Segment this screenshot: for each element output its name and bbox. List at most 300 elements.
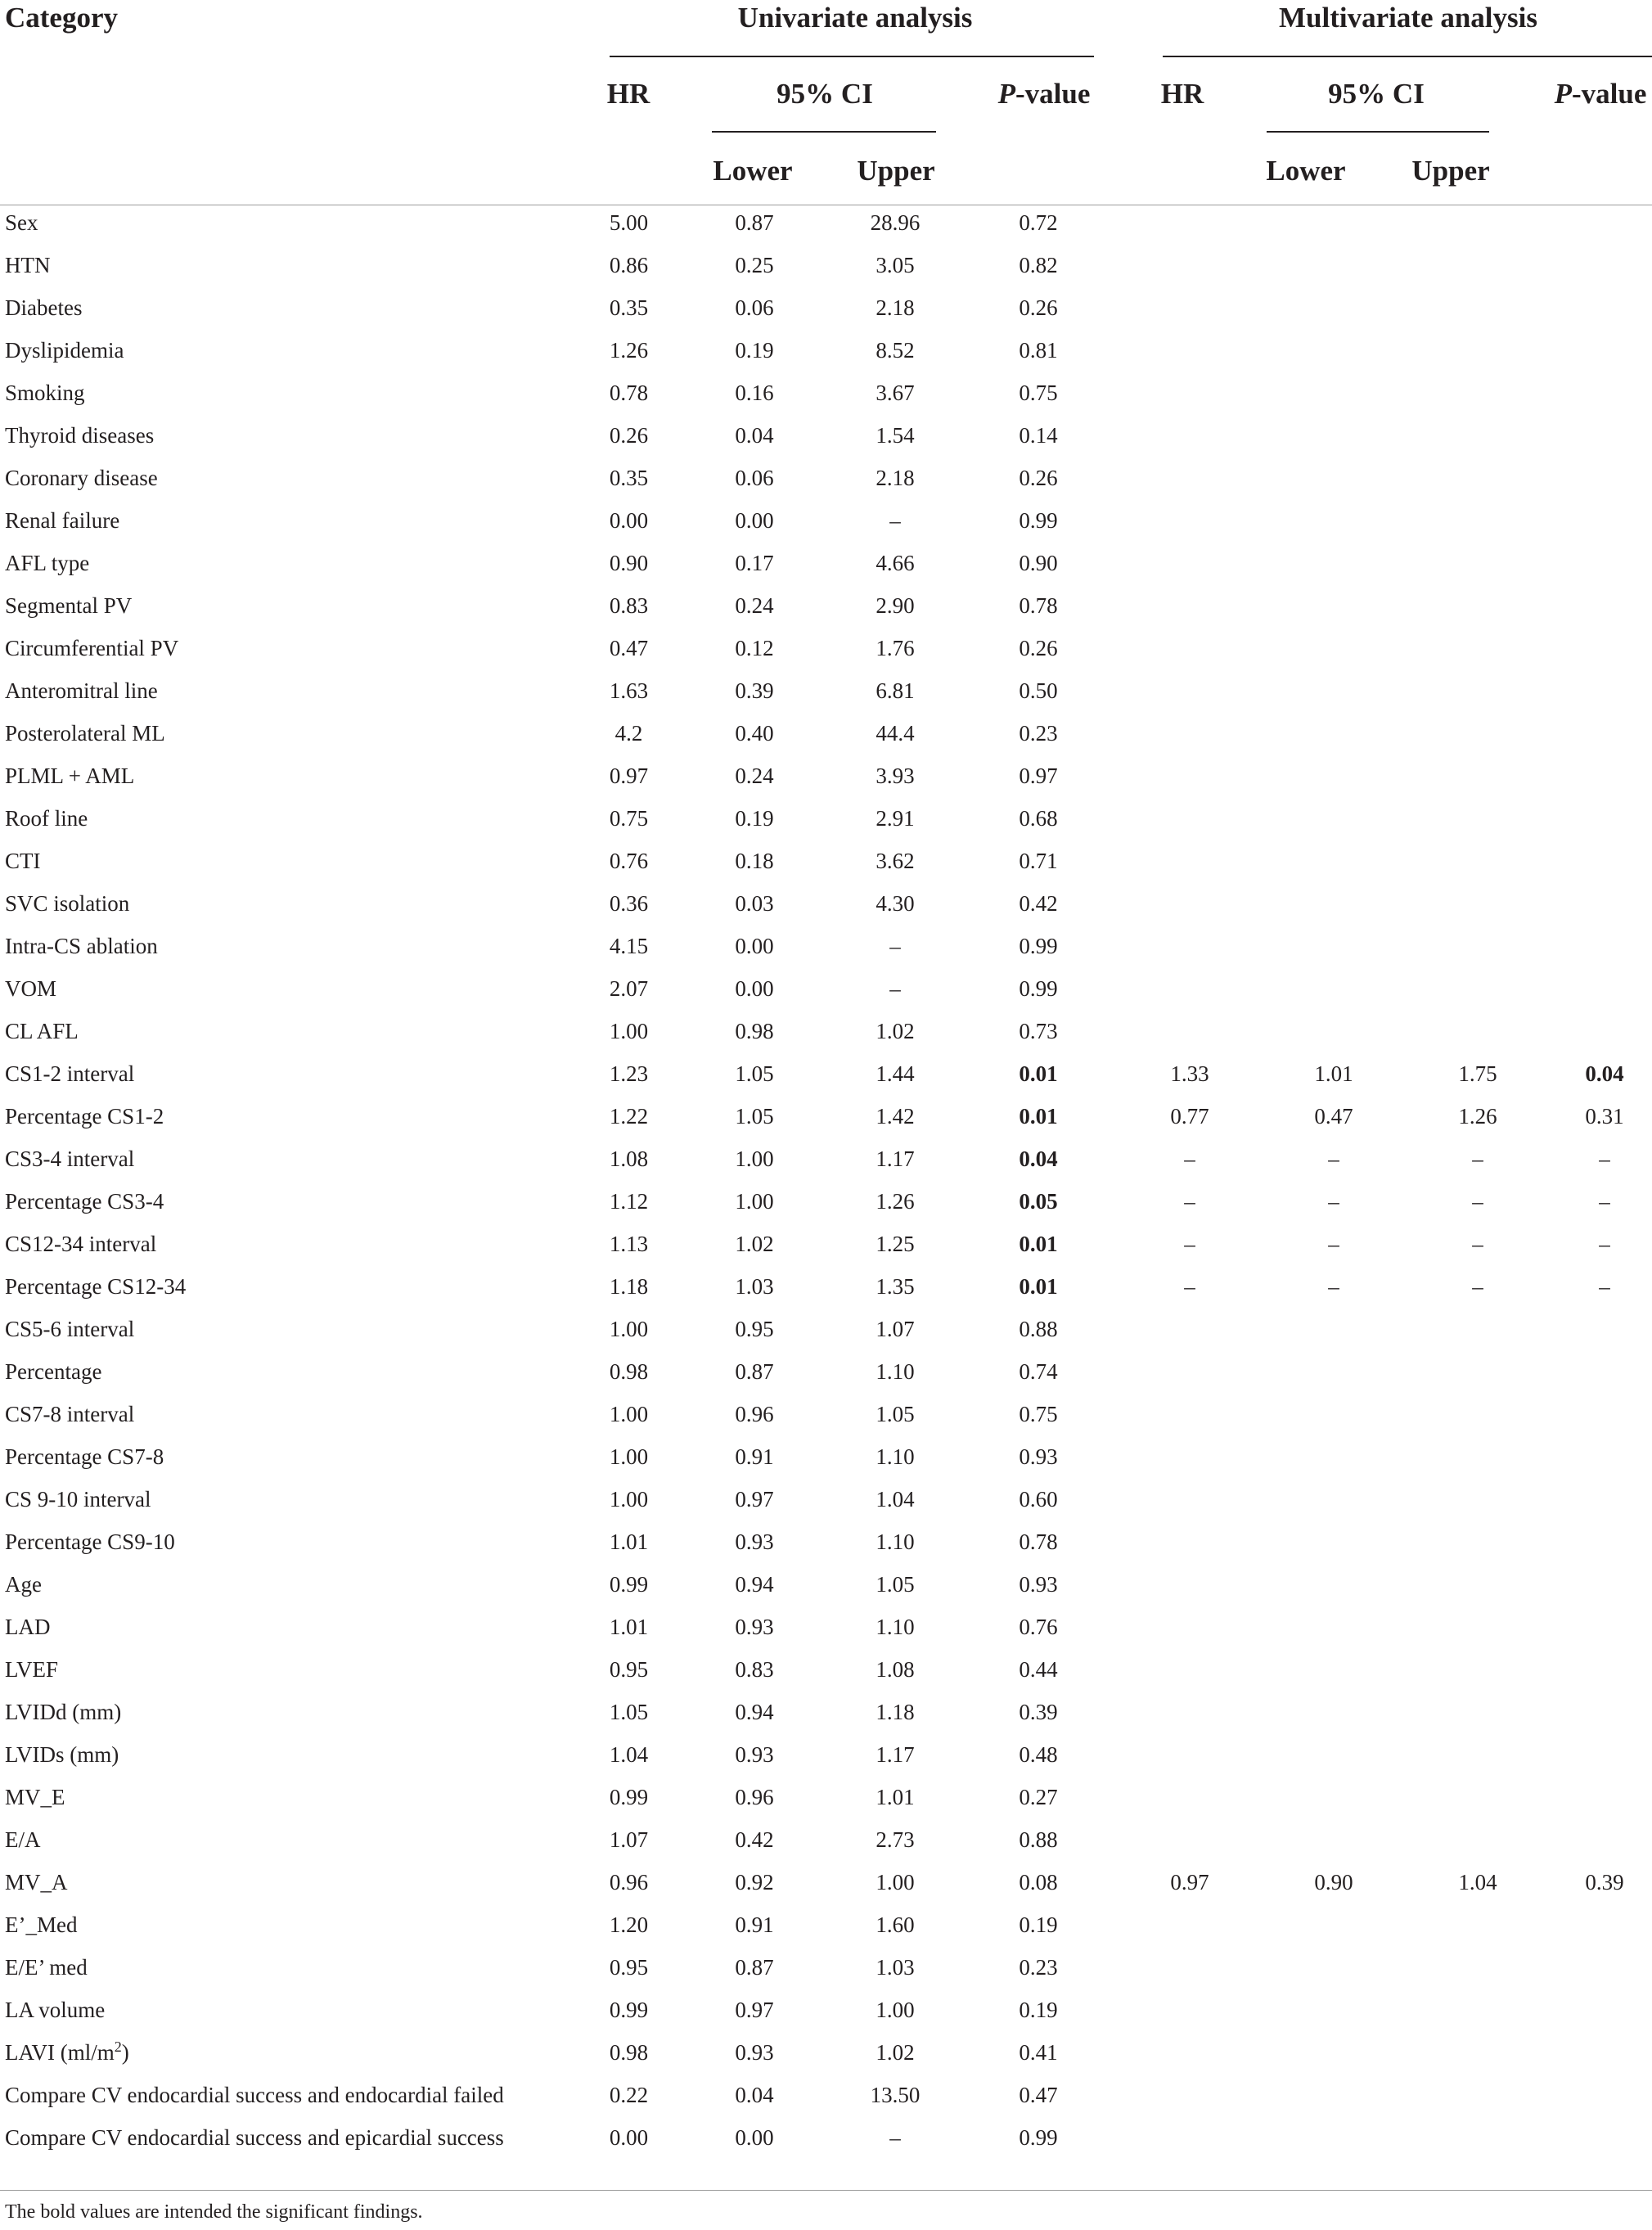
multivariate-lower-cell (1269, 1393, 1398, 1435)
univariate-upper-cell: 1.54 (876, 423, 915, 448)
univariate-lower-cell: 0.04 (735, 2083, 774, 2107)
category-label: CS7-8 interval (5, 1402, 135, 1426)
multivariate-pvalue-cell (1557, 1393, 1652, 1435)
table-row (0, 1520, 1652, 1563)
univariate-lower-cell: 0.93 (735, 1615, 774, 1639)
univariate-pvalue-cell: 0.19 (1019, 1912, 1058, 1937)
multivariate-upper-cell (1398, 1733, 1557, 1776)
multivariate-hr-cell (1110, 967, 1269, 1010)
univariate-pvalue-cell: 0.26 (1019, 466, 1058, 490)
univariate-pvalue-cell: 0.99 (1019, 508, 1058, 533)
multivariate-hr-cell (1110, 1478, 1269, 1520)
multivariate-hr-cell (1110, 1776, 1269, 1818)
category-cell (0, 1350, 573, 1393)
multivariate-hr-cell: – (1184, 1232, 1195, 1256)
univariate-pvalue-cell: 0.01 (1019, 1104, 1058, 1129)
multivariate-hr-cell (1110, 584, 1269, 627)
multivariate-pvalue-cell (1557, 499, 1652, 542)
multivariate-hr-cell (1110, 1989, 1269, 2031)
category-label: Diabetes (5, 295, 83, 320)
category-label: Dyslipidemia (5, 338, 124, 363)
category-cell (0, 1138, 573, 1180)
univariate-upper-cell: 8.52 (876, 338, 915, 363)
univariate-lower-cell: 0.93 (735, 1742, 774, 1767)
univariate-upper-cell: 3.93 (876, 764, 915, 788)
multivariate-lower-cell (1269, 712, 1398, 755)
univariate-upper-cell: 2.18 (876, 295, 915, 320)
univariate-hr-cell: 0.97 (609, 764, 649, 788)
table-row (0, 1606, 1652, 1648)
header-univariate: Univariate analysis (737, 2, 973, 34)
multivariate-hr-cell (1110, 1520, 1269, 1563)
category-cell (0, 1180, 573, 1223)
univariate-lower-cell: 0.87 (735, 1955, 774, 1980)
univariate-hr-cell: 4.15 (609, 934, 649, 958)
univariate-upper-cell: – (889, 976, 901, 1001)
multivariate-upper-cell (1398, 1393, 1557, 1435)
multivariate-hr-cell (1110, 2031, 1269, 2074)
category-cell (0, 457, 573, 499)
header-pvalue-multivariate (1519, 78, 1652, 110)
univariate-hr-cell: 2.07 (609, 976, 649, 1001)
univariate-hr-cell: 1.18 (609, 1274, 649, 1299)
multivariate-lower-cell (1269, 1733, 1398, 1776)
multivariate-lower-cell (1269, 286, 1398, 329)
category-label: MV_E (5, 1785, 65, 1809)
results-table (0, 201, 1652, 2159)
univariate-pvalue-cell: 0.01 (1019, 1232, 1058, 1256)
multivariate-hr-cell (1110, 627, 1269, 669)
univariate-upper-cell: – (889, 934, 901, 958)
category-label: PLML + AML (5, 764, 135, 788)
multivariate-pvalue-cell (1557, 372, 1652, 414)
univariate-pvalue-cell: 0.50 (1019, 678, 1058, 703)
multivariate-lower-cell (1269, 542, 1398, 584)
category-cell (0, 797, 573, 840)
category-label: SVC isolation (5, 891, 130, 916)
table-row (0, 457, 1652, 499)
table-row (0, 712, 1652, 755)
table-row (0, 1393, 1652, 1435)
p-italic: P (1554, 78, 1572, 110)
univariate-upper-cell: 1.02 (876, 2040, 915, 2065)
univariate-pvalue-cell: 0.76 (1019, 1615, 1058, 1639)
multivariate-lower-cell (1269, 1435, 1398, 1478)
multivariate-hr-cell (1110, 1733, 1269, 1776)
table-row (0, 967, 1652, 1010)
multivariate-pvalue-cell (1557, 797, 1652, 840)
multivariate-upper-cell (1398, 2074, 1557, 2116)
category-cell (0, 2074, 573, 2116)
univariate-upper-cell: 2.73 (876, 1827, 915, 1852)
univariate-pvalue-cell: 0.47 (1019, 2083, 1058, 2107)
category-label: Percentage CS3-4 (5, 1189, 164, 1214)
multivariate-lower-cell (1269, 797, 1398, 840)
univariate-hr-cell: 1.00 (609, 1317, 649, 1341)
univariate-upper-cell: 3.62 (876, 849, 915, 873)
multivariate-lower-cell: – (1328, 1189, 1339, 1214)
category-label: LVIDs (mm) (5, 1742, 119, 1767)
category-label: HTN (5, 253, 51, 277)
multivariate-pvalue-cell (1557, 1946, 1652, 1989)
category-label: Segmental PV (5, 593, 133, 618)
univariate-lower-cell: 0.17 (735, 551, 774, 575)
univariate-upper-cell: 1.26 (876, 1189, 915, 1214)
multivariate-upper-cell: – (1472, 1274, 1483, 1299)
univariate-hr-cell: 1.00 (609, 1487, 649, 1511)
multivariate-hr-cell (1110, 1691, 1269, 1733)
multivariate-hr-cell (1110, 414, 1269, 457)
multivariate-hr-cell (1110, 712, 1269, 755)
category-label: Percentage (5, 1359, 102, 1384)
category-cell (0, 1946, 573, 1989)
category-cell (0, 1052, 573, 1095)
multivariate-pvalue-cell (1557, 627, 1652, 669)
multivariate-hr-cell (1110, 882, 1269, 925)
univariate-lower-cell: 0.04 (735, 423, 774, 448)
multivariate-lower-cell (1269, 201, 1398, 244)
univariate-upper-cell: 4.30 (876, 891, 915, 916)
univariate-pvalue-cell: 0.48 (1019, 1742, 1058, 1767)
multivariate-upper-cell (1398, 882, 1557, 925)
header-upper-multivariate: Upper (1411, 155, 1490, 187)
category-cell (0, 2116, 573, 2159)
univariate-upper-cell: 2.18 (876, 466, 915, 490)
univariate-lower-cell: 0.00 (735, 2125, 774, 2150)
univariate-hr-cell: 0.75 (609, 806, 649, 831)
table-row (0, 755, 1652, 797)
multivariate-upper-cell (1398, 755, 1557, 797)
category-label: CL AFL (5, 1019, 79, 1043)
multivariate-hr-cell (1110, 925, 1269, 967)
multivariate-lower-cell (1269, 2074, 1398, 2116)
category-cell (0, 925, 573, 967)
univariate-lower-cell: 0.98 (735, 1019, 774, 1043)
multivariate-pvalue-cell: 0.04 (1585, 1061, 1624, 1086)
multivariate-pvalue-cell (1557, 925, 1652, 967)
univariate-upper-cell: 1.04 (876, 1487, 915, 1511)
univariate-pvalue-cell: 0.99 (1019, 976, 1058, 1001)
category-cell (0, 1478, 573, 1520)
univariate-hr-cell: 0.35 (609, 466, 649, 490)
category-cell (0, 542, 573, 584)
multivariate-hr-cell (1110, 244, 1269, 286)
category-cell (0, 1989, 573, 2031)
univariate-upper-cell: 3.05 (876, 253, 915, 277)
univariate-hr-cell: 1.12 (609, 1189, 649, 1214)
univariate-upper-cell: 1.10 (876, 1615, 915, 1639)
multivariate-hr-cell (1110, 1010, 1269, 1052)
multivariate-lower-cell (1269, 840, 1398, 882)
univariate-hr-cell: 1.00 (609, 1019, 649, 1043)
category-label: Smoking (5, 381, 85, 405)
univariate-upper-cell: 1.25 (876, 1232, 915, 1256)
univariate-hr-cell: 1.01 (609, 1615, 649, 1639)
table-row (0, 372, 1652, 414)
univariate-pvalue-cell: 0.99 (1019, 934, 1058, 958)
category-cell (0, 1861, 573, 1903)
category-label: Percentage CS12-34 (5, 1274, 187, 1299)
multivariate-hr-cell (1110, 499, 1269, 542)
category-label: Percentage CS1-2 (5, 1104, 164, 1129)
header-upper-univariate: Upper (857, 155, 935, 187)
multivariate-pvalue-cell (1557, 329, 1652, 372)
category-cell (0, 1520, 573, 1563)
multivariate-pvalue-cell: 0.39 (1585, 1870, 1624, 1894)
univariate-hr-cell: 0.47 (609, 636, 649, 660)
multivariate-lower-cell (1269, 329, 1398, 372)
table-row (0, 1435, 1652, 1478)
table-row (0, 1180, 1652, 1223)
univariate-upper-cell: 2.90 (876, 593, 915, 618)
category-label: LA volume (5, 1998, 106, 2022)
univariate-rule (610, 56, 1094, 57)
multivariate-upper-cell (1398, 584, 1557, 627)
ci-univariate-rule (712, 131, 936, 133)
multivariate-hr-cell: – (1184, 1147, 1195, 1171)
multivariate-upper-cell (1398, 1308, 1557, 1350)
multivariate-upper-cell (1398, 1478, 1557, 1520)
multivariate-upper-cell (1398, 712, 1557, 755)
category-cell (0, 1435, 573, 1478)
univariate-lower-cell: 0.87 (735, 210, 774, 235)
multivariate-hr-cell: 1.33 (1170, 1061, 1209, 1086)
multivariate-hr-cell (1110, 797, 1269, 840)
univariate-upper-cell: 2.91 (876, 806, 915, 831)
category-cell (0, 1733, 573, 1776)
multivariate-pvalue-cell: – (1599, 1274, 1610, 1299)
multivariate-hr-cell (1110, 457, 1269, 499)
multivariate-upper-cell (1398, 1350, 1557, 1393)
table-row (0, 1010, 1652, 1052)
univariate-pvalue-cell: 0.93 (1019, 1572, 1058, 1597)
univariate-lower-cell: 0.40 (735, 721, 774, 746)
multivariate-pvalue-cell (1557, 1478, 1652, 1520)
table-row (0, 1563, 1652, 1606)
univariate-lower-cell: 0.39 (735, 678, 774, 703)
multivariate-upper-cell (1398, 1776, 1557, 1818)
univariate-hr-cell: 0.86 (609, 253, 649, 277)
univariate-lower-cell: 0.16 (735, 381, 774, 405)
multivariate-upper-cell (1398, 797, 1557, 840)
univariate-lower-cell: 1.05 (735, 1061, 774, 1086)
univariate-pvalue-cell: 0.26 (1019, 636, 1058, 660)
table-row (0, 1478, 1652, 1520)
multivariate-upper-cell: 1.26 (1458, 1104, 1497, 1129)
multivariate-hr-cell (1110, 2116, 1269, 2159)
univariate-hr-cell: 0.36 (609, 891, 649, 916)
univariate-pvalue-cell: 0.73 (1019, 1019, 1058, 1043)
category-label: CS12-34 interval (5, 1232, 157, 1256)
multivariate-hr-cell (1110, 840, 1269, 882)
univariate-pvalue-cell: 0.90 (1019, 551, 1058, 575)
univariate-lower-cell: 0.91 (735, 1444, 774, 1469)
category-cell (0, 1265, 573, 1308)
multivariate-upper-cell (1398, 542, 1557, 584)
univariate-lower-cell: 0.96 (735, 1785, 774, 1809)
univariate-upper-cell: 1.42 (876, 1104, 915, 1129)
multivariate-pvalue-cell (1557, 1308, 1652, 1350)
univariate-hr-cell: 0.76 (609, 849, 649, 873)
category-label: CTI (5, 849, 41, 873)
multivariate-hr-cell: – (1184, 1274, 1195, 1299)
multivariate-hr-cell (1110, 1606, 1269, 1648)
category-label: Renal failure (5, 508, 120, 533)
univariate-lower-cell: 0.96 (735, 1402, 774, 1426)
univariate-upper-cell: 1.02 (876, 1019, 915, 1043)
univariate-pvalue-cell: 0.88 (1019, 1827, 1058, 1852)
table-row (0, 882, 1652, 925)
univariate-hr-cell: 1.05 (609, 1700, 649, 1724)
multivariate-lower-cell (1269, 2031, 1398, 2074)
univariate-lower-cell: 0.83 (735, 1657, 774, 1682)
multivariate-lower-cell: – (1328, 1232, 1339, 1256)
multivariate-hr-cell (1110, 1563, 1269, 1606)
multivariate-upper-cell: – (1472, 1189, 1483, 1214)
univariate-lower-cell: 0.19 (735, 338, 774, 363)
category-label: LAVI (ml/m (5, 2040, 115, 2065)
table-row (0, 1861, 1652, 1903)
univariate-lower-cell: 0.24 (735, 764, 774, 788)
table-row (0, 797, 1652, 840)
univariate-hr-cell: 0.99 (609, 1998, 649, 2022)
category-label: VOM (5, 976, 57, 1001)
univariate-upper-cell: 1.35 (876, 1274, 915, 1299)
univariate-lower-cell: 0.93 (735, 1529, 774, 1554)
univariate-lower-cell: 0.42 (735, 1827, 774, 1852)
category-label: CS5-6 interval (5, 1317, 135, 1341)
univariate-upper-cell: 1.44 (876, 1061, 915, 1086)
univariate-hr-cell: 0.35 (609, 295, 649, 320)
category-label: LAD (5, 1615, 51, 1639)
univariate-lower-cell: 0.06 (735, 295, 774, 320)
table-row (0, 2116, 1652, 2159)
category-label: Compare CV endocardial success and endocardial failed (5, 2083, 504, 2107)
univariate-upper-cell: 1.76 (876, 636, 915, 660)
category-cell (0, 712, 573, 755)
univariate-hr-cell: 0.83 (609, 593, 649, 618)
category-label: LVIDd (mm) (5, 1700, 122, 1724)
multivariate-hr-cell (1110, 1393, 1269, 1435)
multivariate-rule (1163, 56, 1652, 57)
multivariate-pvalue-cell (1557, 1350, 1652, 1393)
univariate-pvalue-cell: 0.23 (1019, 721, 1058, 746)
univariate-pvalue-cell: 0.08 (1019, 1870, 1058, 1894)
category-cell (0, 1691, 573, 1733)
multivariate-pvalue-cell (1557, 244, 1652, 286)
univariate-hr-cell: 0.96 (609, 1870, 649, 1894)
univariate-upper-cell: 1.07 (876, 1317, 915, 1341)
multivariate-upper-cell (1398, 1010, 1557, 1052)
univariate-hr-cell: 1.07 (609, 1827, 649, 1852)
table-row (0, 2074, 1652, 2116)
table-row (0, 1052, 1652, 1095)
multivariate-hr-cell (1110, 2074, 1269, 2116)
table-row (0, 1776, 1652, 1818)
ci-multivariate-rule (1267, 131, 1489, 133)
table-row (0, 329, 1652, 372)
multivariate-pvalue-cell (1557, 584, 1652, 627)
multivariate-lower-cell (1269, 1350, 1398, 1393)
multivariate-lower-cell (1269, 2116, 1398, 2159)
univariate-pvalue-cell: 0.60 (1019, 1487, 1058, 1511)
multivariate-hr-cell: 0.97 (1170, 1870, 1209, 1894)
univariate-lower-cell: 0.19 (735, 806, 774, 831)
category-label: Sex (5, 210, 38, 235)
table-row (0, 499, 1652, 542)
multivariate-pvalue-cell (1557, 1435, 1652, 1478)
multivariate-upper-cell (1398, 2031, 1557, 2074)
univariate-pvalue-cell: 0.75 (1019, 381, 1058, 405)
category-label: Circumferential PV (5, 636, 179, 660)
table-row (0, 1138, 1652, 1180)
univariate-hr-cell: 0.99 (609, 1572, 649, 1597)
category-label: Coronary disease (5, 466, 158, 490)
univariate-lower-cell: 0.97 (735, 1998, 774, 2022)
univariate-pvalue-cell: 0.88 (1019, 1317, 1058, 1341)
univariate-upper-cell: 4.66 (876, 551, 915, 575)
multivariate-lower-cell (1269, 882, 1398, 925)
univariate-pvalue-cell: 0.74 (1019, 1359, 1058, 1384)
multivariate-pvalue-cell (1557, 1648, 1652, 1691)
category-label: MV_A (5, 1870, 68, 1894)
univariate-pvalue-cell: 0.01 (1019, 1274, 1058, 1299)
category-label: CS 9-10 interval (5, 1487, 151, 1511)
multivariate-lower-cell: 1.01 (1314, 1061, 1353, 1086)
table-row (0, 584, 1652, 627)
category-cell (0, 755, 573, 797)
multivariate-pvalue-cell (1557, 1903, 1652, 1946)
multivariate-pvalue-cell (1557, 882, 1652, 925)
table-row (0, 1095, 1652, 1138)
multivariate-hr-cell (1110, 201, 1269, 244)
category-cell (0, 1095, 573, 1138)
univariate-upper-cell: 3.67 (876, 381, 915, 405)
multivariate-pvalue-cell (1557, 457, 1652, 499)
multivariate-pvalue-cell: 0.31 (1585, 1104, 1624, 1129)
header-hr-multivariate: HR (1160, 78, 1204, 110)
multivariate-pvalue-cell (1557, 669, 1652, 712)
univariate-hr-cell: 1.26 (609, 338, 649, 363)
univariate-upper-cell: 1.10 (876, 1359, 915, 1384)
univariate-hr-cell: 0.95 (609, 1955, 649, 1980)
univariate-lower-cell: 0.94 (735, 1572, 774, 1597)
multivariate-lower-cell (1269, 1520, 1398, 1563)
category-cell (0, 627, 573, 669)
univariate-pvalue-cell: 0.75 (1019, 1402, 1058, 1426)
multivariate-upper-cell (1398, 499, 1557, 542)
univariate-upper-cell: 1.60 (876, 1912, 915, 1937)
univariate-upper-cell: 1.00 (876, 1870, 915, 1894)
univariate-pvalue-cell: 0.71 (1019, 849, 1058, 873)
multivariate-upper-cell (1398, 2116, 1557, 2159)
multivariate-pvalue-cell: – (1599, 1147, 1610, 1171)
table-row (0, 1733, 1652, 1776)
multivariate-pvalue-cell (1557, 1818, 1652, 1861)
multivariate-lower-cell (1269, 584, 1398, 627)
multivariate-upper-cell (1398, 1691, 1557, 1733)
multivariate-lower-cell (1269, 1308, 1398, 1350)
category-cell (0, 1648, 573, 1691)
category-cell (0, 1563, 573, 1606)
univariate-hr-cell: 0.98 (609, 2040, 649, 2065)
multivariate-lower-cell (1269, 1648, 1398, 1691)
univariate-pvalue-cell: 0.82 (1019, 253, 1058, 277)
multivariate-pvalue-cell: – (1599, 1232, 1610, 1256)
footnote: The bold values are intended the significant findings. (5, 2201, 423, 2223)
multivariate-upper-cell (1398, 244, 1557, 286)
univariate-hr-cell: 1.63 (609, 678, 649, 703)
